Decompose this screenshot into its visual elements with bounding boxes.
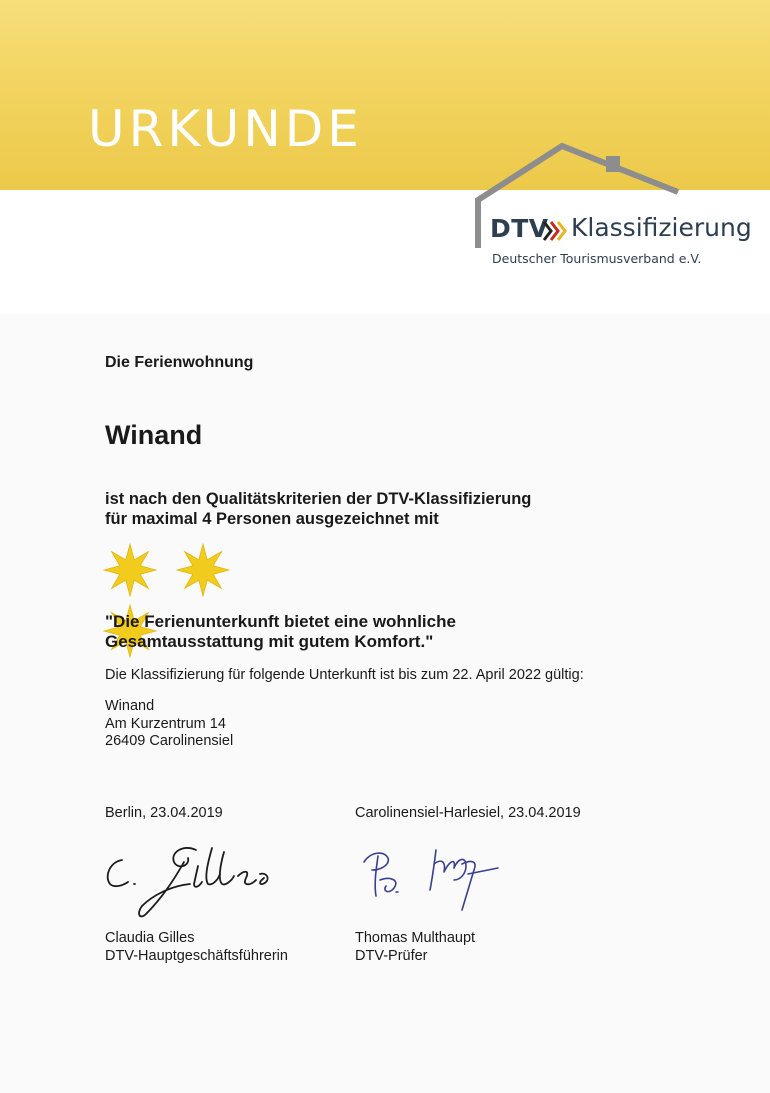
property-name: Winand xyxy=(105,420,203,450)
rating-quote xyxy=(105,612,456,652)
signature-left-image xyxy=(100,840,280,920)
criteria-line-2: für maximal 4 Personen ausgezeichnet mit xyxy=(105,510,439,528)
chevrons-icon xyxy=(542,220,570,242)
criteria-line-1: ist nach den Qualitätskriterien der DTV-Klassifizierung xyxy=(105,490,532,508)
signature-right-image xyxy=(350,840,520,920)
right-signatory-role: DTV-Prüfer xyxy=(355,947,428,964)
address-name: Winand xyxy=(105,698,155,714)
address-street: Am Kurzentrum 14 xyxy=(105,715,226,732)
quote-line-2: Gesamtausstattung mit gutem Komfort." xyxy=(105,632,434,651)
property-type: Die Ferienwohnung xyxy=(105,354,254,371)
quote-line-1: "Die Ferienunterkunft bietet eine wohnliche xyxy=(105,612,456,631)
left-place-date: Berlin, 23.04.2019 xyxy=(105,805,223,821)
right-signatory-name: Thomas Multhaupt xyxy=(355,930,476,946)
left-signatory-name: Claudia Gilles xyxy=(105,930,195,946)
brand-name: Klassifizierung xyxy=(571,213,752,242)
right-signatory xyxy=(355,930,475,965)
dtv-logo xyxy=(470,140,750,270)
criteria-text xyxy=(105,489,531,529)
star-icon xyxy=(175,542,231,598)
certificate-title: URKUNDE xyxy=(88,100,363,158)
brand-subtitle: Deutscher Tourismusverband e.V. xyxy=(492,251,702,266)
brand-dtv: DTV xyxy=(490,214,549,243)
star-rating xyxy=(102,542,312,598)
address-block xyxy=(105,698,233,751)
right-place-date: Carolinensiel-Harlesiel, 23.04.2019 xyxy=(355,805,581,821)
left-signatory xyxy=(105,930,288,965)
left-signatory-role: DTV-Hauptgeschäftsführerin xyxy=(105,947,288,964)
validity-text: Die Klassifizierung für folgende Unterkunft ist bis zum 22. April 2022 gültig: xyxy=(105,667,584,683)
address-city: 26409 Carolinensiel xyxy=(105,733,234,749)
star-icon xyxy=(102,542,158,598)
